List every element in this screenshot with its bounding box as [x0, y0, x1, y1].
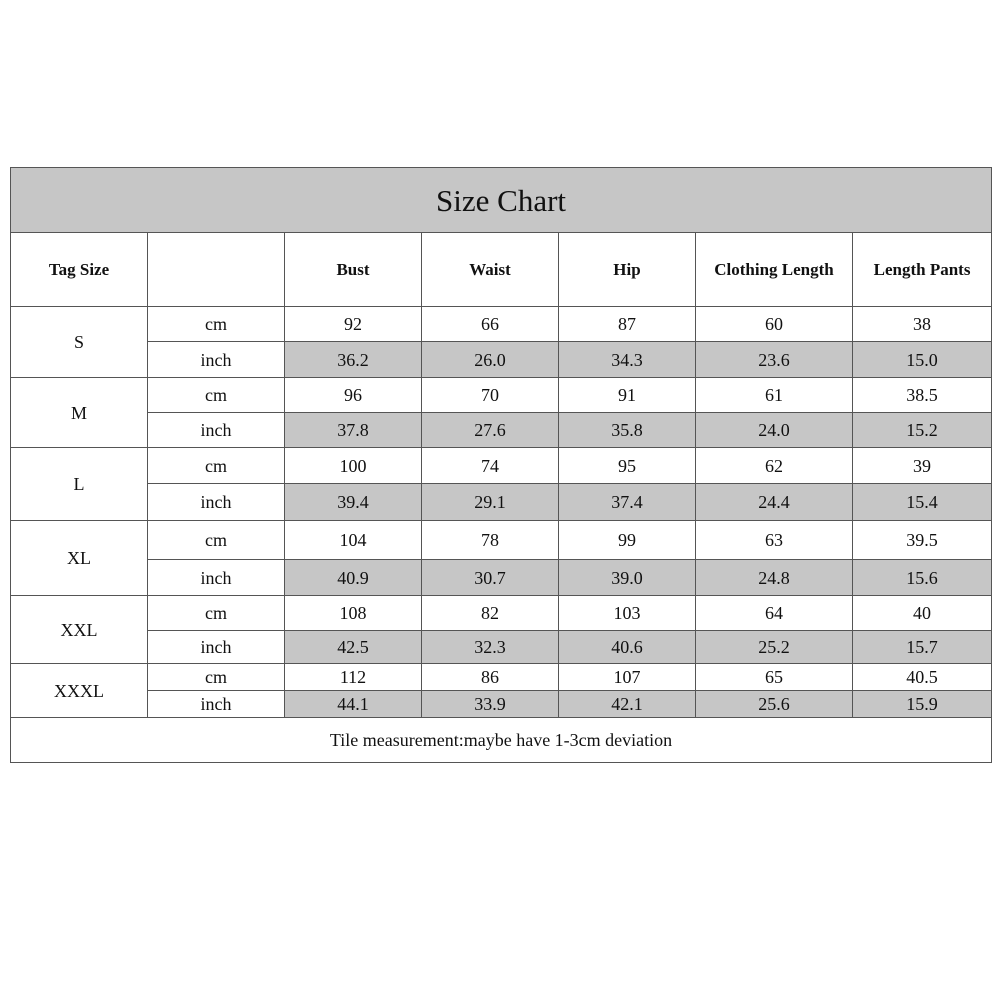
measurement-cell: 36.2 — [285, 342, 422, 378]
measurement-cell: 82 — [422, 596, 559, 631]
measurement-cell: 26.0 — [422, 342, 559, 378]
measurement-cell: 91 — [559, 378, 696, 413]
measurement-cell: 15.6 — [853, 560, 992, 596]
measurement-cell: 42.5 — [285, 631, 422, 664]
table-row — [11, 691, 992, 718]
measurement-cell: 70 — [422, 378, 559, 413]
measurement-cell: 63 — [696, 521, 853, 560]
measurement-cell: 40.9 — [285, 560, 422, 596]
header-unit — [148, 233, 285, 307]
measurement-cell: 86 — [422, 664, 559, 691]
measurement-cell: 15.7 — [853, 631, 992, 664]
measurement-cell: 38 — [853, 307, 992, 342]
unit-label: inch — [148, 560, 285, 596]
table-row — [11, 342, 992, 378]
measurement-cell: 39.5 — [853, 521, 992, 560]
measurement-cell: 39.0 — [559, 560, 696, 596]
measurement-cell: 65 — [696, 664, 853, 691]
measurement-cell: 103 — [559, 596, 696, 631]
measurement-cell: 108 — [285, 596, 422, 631]
header-waist: Waist — [422, 233, 559, 307]
measurement-cell: 112 — [285, 664, 422, 691]
table-row — [11, 560, 992, 596]
unit-label: cm — [148, 307, 285, 342]
measurement-cell: 66 — [422, 307, 559, 342]
unit-label: inch — [148, 413, 285, 448]
measurement-cell: 25.2 — [696, 631, 853, 664]
measurement-cell: 38.5 — [853, 378, 992, 413]
measurement-cell: 40.5 — [853, 664, 992, 691]
measurement-cell: 39 — [853, 448, 992, 484]
unit-label: cm — [148, 378, 285, 413]
measurement-cell: 15.9 — [853, 691, 992, 718]
measurement-cell: 95 — [559, 448, 696, 484]
size-label: L — [11, 448, 148, 521]
header-hip: Hip — [559, 233, 696, 307]
measurement-cell: 35.8 — [559, 413, 696, 448]
unit-label: cm — [148, 596, 285, 631]
measurement-cell: 23.6 — [696, 342, 853, 378]
note-row — [11, 718, 992, 763]
header-length-pants: Length Pants — [853, 233, 992, 307]
header-bust: Bust — [285, 233, 422, 307]
measurement-cell: 74 — [422, 448, 559, 484]
unit-label: inch — [148, 342, 285, 378]
header-row — [11, 233, 992, 307]
measurement-note: Tile measurement:maybe have 1-3cm deviation — [11, 718, 992, 763]
chart-title: Size Chart — [11, 168, 992, 233]
title-row — [11, 168, 992, 233]
measurement-cell: 24.4 — [696, 484, 853, 521]
size-label: S — [11, 307, 148, 378]
table-row — [11, 664, 992, 691]
measurement-cell: 107 — [559, 664, 696, 691]
measurement-cell: 96 — [285, 378, 422, 413]
measurement-cell: 25.6 — [696, 691, 853, 718]
measurement-cell: 33.9 — [422, 691, 559, 718]
size-label: M — [11, 378, 148, 448]
table-row — [11, 448, 992, 484]
measurement-cell: 64 — [696, 596, 853, 631]
measurement-cell: 87 — [559, 307, 696, 342]
measurement-cell: 40.6 — [559, 631, 696, 664]
table-row — [11, 631, 992, 664]
measurement-cell: 29.1 — [422, 484, 559, 521]
measurement-cell: 62 — [696, 448, 853, 484]
measurement-cell: 15.4 — [853, 484, 992, 521]
measurement-cell: 100 — [285, 448, 422, 484]
measurement-cell: 61 — [696, 378, 853, 413]
measurement-cell: 32.3 — [422, 631, 559, 664]
measurement-cell: 27.6 — [422, 413, 559, 448]
size-label: XXL — [11, 596, 148, 664]
size-chart-table — [10, 167, 992, 763]
measurement-cell: 34.3 — [559, 342, 696, 378]
unit-label: inch — [148, 631, 285, 664]
table-row — [11, 484, 992, 521]
size-label: XL — [11, 521, 148, 596]
measurement-cell: 37.4 — [559, 484, 696, 521]
measurement-cell: 39.4 — [285, 484, 422, 521]
header-clothing-length: Clothing Length — [696, 233, 853, 307]
measurement-cell: 42.1 — [559, 691, 696, 718]
measurement-cell: 15.0 — [853, 342, 992, 378]
measurement-cell: 78 — [422, 521, 559, 560]
measurement-cell: 24.8 — [696, 560, 853, 596]
measurement-cell: 92 — [285, 307, 422, 342]
table-row — [11, 521, 992, 560]
measurement-cell: 40 — [853, 596, 992, 631]
measurement-cell: 37.8 — [285, 413, 422, 448]
measurement-cell: 104 — [285, 521, 422, 560]
unit-label: cm — [148, 521, 285, 560]
measurement-cell: 99 — [559, 521, 696, 560]
table-row — [11, 596, 992, 631]
unit-label: cm — [148, 664, 285, 691]
measurement-cell: 30.7 — [422, 560, 559, 596]
unit-label: inch — [148, 691, 285, 718]
measurement-cell: 15.2 — [853, 413, 992, 448]
measurement-cell: 60 — [696, 307, 853, 342]
measurement-cell: 44.1 — [285, 691, 422, 718]
table-row — [11, 378, 992, 413]
measurement-cell: 24.0 — [696, 413, 853, 448]
table-row — [11, 307, 992, 342]
table-row — [11, 413, 992, 448]
unit-label: cm — [148, 448, 285, 484]
size-label: XXXL — [11, 664, 148, 718]
unit-label: inch — [148, 484, 285, 521]
header-tag-size: Tag Size — [11, 233, 148, 307]
